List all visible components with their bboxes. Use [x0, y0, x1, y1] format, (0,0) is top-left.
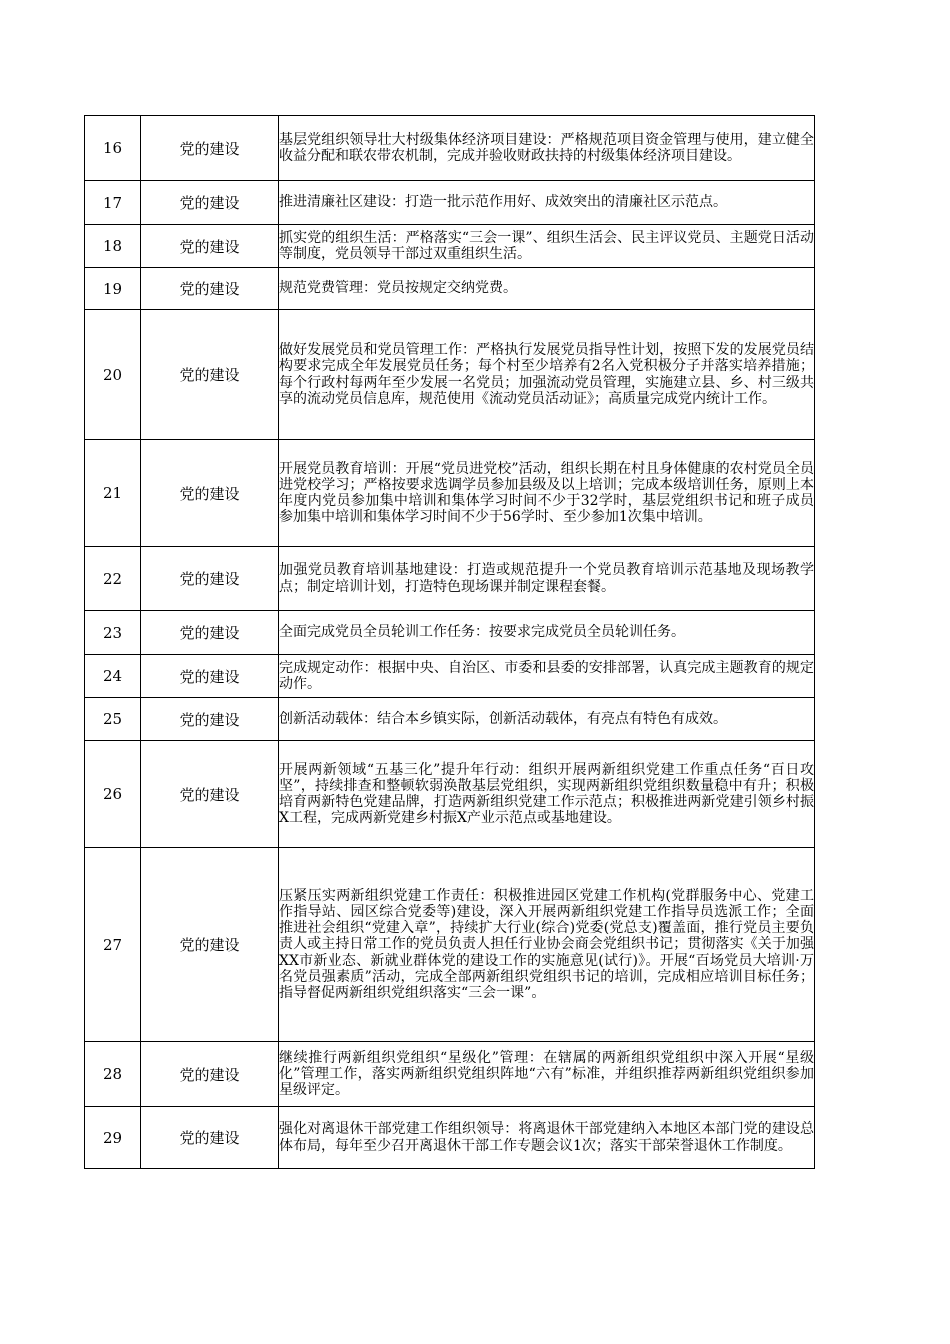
- row-number: 24: [85, 655, 141, 698]
- row-content: 推进清廉社区建设：打造一批示范作用好、成效突出的清廉社区示范点。: [279, 181, 815, 225]
- row-number: 29: [85, 1107, 141, 1169]
- row-content: 继续推行两新组织党组织“星级化”管理：在辖属的两新组织党组织中深入开展“星级化”管理工作，落实两新组织党组织阵地“六有”标准，并组织推荐两新组织党组织参加星级评定。: [279, 1042, 815, 1107]
- row-category: 党的建设: [141, 1042, 279, 1107]
- row-content: 压紧压实两新组织党建工作责任：积极推进园区党建工作机构(党群服务中心、党建工作指导站、园区综合党委等)建设，深入开展两新组织党建工作指导员选派工作；全面推进社会组织“党建入章”，持续扩大行业(综合)党委(党总支)覆盖面，推行党员主要负责人或主持日常工作的党员负责人担任行业协会商会党组织书记；贯彻落实《关于加强XX市新业态、新就业群体党的建设工作的实施意见(试行)》。开展“百场党员大培训·万名党员强素质”活动，完成全部两新组织党组织书记的培训，完成相应培训目标任务；指导督促两新组织党组织落实“三会一课”。: [279, 848, 815, 1042]
- row-category: 党的建设: [141, 310, 279, 440]
- table-row: [85, 655, 815, 698]
- row-number: 26: [85, 741, 141, 848]
- row-category: 党的建设: [141, 547, 279, 611]
- table-row: [85, 698, 815, 741]
- row-number: 19: [85, 268, 141, 310]
- row-number: 23: [85, 611, 141, 655]
- table-row: [85, 547, 815, 611]
- row-number: 20: [85, 310, 141, 440]
- row-number: 18: [85, 225, 141, 268]
- row-number: 17: [85, 181, 141, 225]
- row-content: 规范党费管理：党员按规定交纳党费。: [279, 268, 815, 310]
- row-content: 创新活动载体：结合本乡镇实际，创新活动载体，有亮点有特色有成效。: [279, 698, 815, 741]
- row-number: 28: [85, 1042, 141, 1107]
- row-number: 21: [85, 440, 141, 547]
- row-category: 党的建设: [141, 1107, 279, 1169]
- row-content: 开展党员教育培训：开展“党员进党校”活动，组织长期在村且身体健康的农村党员全员进党校学习；严格按要求选调学员参加县级及以上培训；完成本级培训任务，原则上本年度内党员参加集中培训和集体学习时间不少于32学时，基层党组织书记和班子成员参加集中培训和集体学习时间不少于56学时、至少参加1次集中培训。: [279, 440, 815, 547]
- row-category: 党的建设: [141, 741, 279, 848]
- row-content: 全面完成党员全员轮训工作任务：按要求完成党员全员轮训任务。: [279, 611, 815, 655]
- row-category: 党的建设: [141, 181, 279, 225]
- work-task-table: [84, 115, 815, 1169]
- table-row: [85, 440, 815, 547]
- row-content: 做好发展党员和党员管理工作：严格执行发展党员指导性计划，按照下发的发展党员结构要求完成全年发展党员任务；每个村至少培养有2名入党积极分子并落实培养措施；每个行政村每两年至少发展一名党员；加强流动党员管理，实施建立县、乡、村三级共享的流动党员信息库，规范使用《流动党员活动证》；高质量完成党内统计工作。: [279, 310, 815, 440]
- row-content: 抓实党的组织生活：严格落实“三会一课”、组织生活会、民主评议党员、主题党日活动等制度，党员领导干部过双重组织生活。: [279, 225, 815, 268]
- row-content: 开展两新领域“五基三化”提升年行动：组织开展两新组织党建工作重点任务“百日攻坚”，持续排查和整顿软弱涣散基层党组织，实现两新组织党组织数量稳中有升；积极培育两新特色党建品牌，打造两新组织党建工作示范点；积极推进两新党建引领乡村振X工程，完成两新党建乡村振X产业示范点或基地建设。: [279, 741, 815, 848]
- table-row: [85, 225, 815, 268]
- row-category: 党的建设: [141, 268, 279, 310]
- row-number: 16: [85, 116, 141, 181]
- table-row: [85, 181, 815, 225]
- table-row: [85, 611, 815, 655]
- row-category: 党的建设: [141, 848, 279, 1042]
- table-row: [85, 310, 815, 440]
- row-category: 党的建设: [141, 655, 279, 698]
- row-number: 25: [85, 698, 141, 741]
- row-content: 加强党员教育培训基地建设：打造或规范提升一个党员教育培训示范基地及现场教学点；制定培训计划，打造特色现场课并制定课程套餐。: [279, 547, 815, 611]
- row-category: 党的建设: [141, 225, 279, 268]
- table-row: [85, 1042, 815, 1107]
- row-category: 党的建设: [141, 440, 279, 547]
- table-row: [85, 1107, 815, 1169]
- row-category: 党的建设: [141, 611, 279, 655]
- row-content: 强化对离退休干部党建工作组织领导：将离退休干部党建纳入本地区本部门党的建设总体布局，每年至少召开离退休干部工作专题会议1次；落实干部荣誉退休工作制度。: [279, 1107, 815, 1169]
- table-body: [85, 116, 815, 1169]
- row-category: 党的建设: [141, 698, 279, 741]
- table-row: [85, 741, 815, 848]
- table-row: [85, 116, 815, 181]
- row-number: 27: [85, 848, 141, 1042]
- row-category: 党的建设: [141, 116, 279, 181]
- row-number: 22: [85, 547, 141, 611]
- table-row: [85, 268, 815, 310]
- row-content: 完成规定动作：根据中央、自治区、市委和县委的安排部署，认真完成主题教育的规定动作。: [279, 655, 815, 698]
- table-row: [85, 848, 815, 1042]
- row-content: 基层党组织领导壮大村级集体经济项目建设：严格规范项目资金管理与使用，建立健全收益分配和联农带农机制，完成并验收财政扶持的村级集体经济项目建设。: [279, 116, 815, 181]
